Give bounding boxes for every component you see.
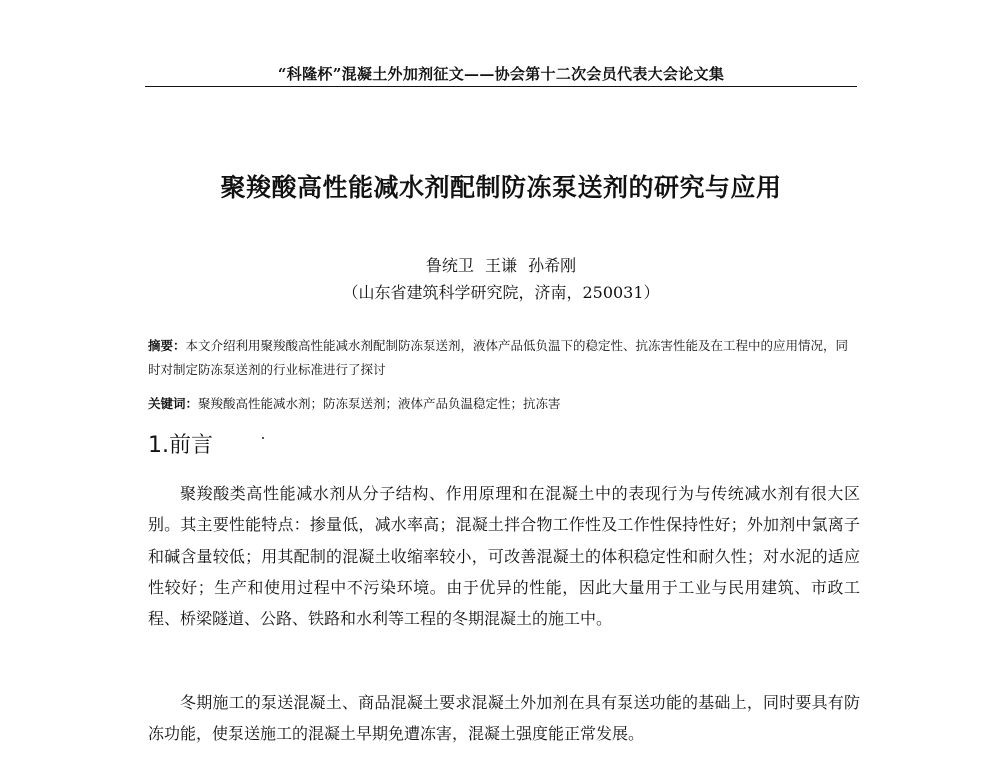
keywords xyxy=(148,394,860,414)
abstract xyxy=(148,334,860,382)
author-name: 孙希刚 xyxy=(528,256,577,275)
header-rule xyxy=(145,86,857,87)
scan-speck xyxy=(262,437,264,439)
affiliation: （山东省建筑科学研究院，济南，250031） xyxy=(342,283,660,302)
keywords-label: 关键词： xyxy=(148,396,199,411)
keywords-text: 聚羧酸高性能减水剂；防冻泵送剂；液体产品负温稳定性；抗冻害 xyxy=(198,396,561,411)
author-name: 鲁统卫 xyxy=(425,256,474,275)
author-name: 王谦 xyxy=(484,256,517,275)
section-heading: 1.前言 xyxy=(148,433,213,458)
paper-title: 聚羧酸高性能减水剂配制防冻泵送剂的研究与应用 xyxy=(220,173,782,202)
body-paragraph: 冬期施工的泵送混凝土、商品混凝土要求混凝土外加剂在具有泵送功能的基础上，同时要具有防冻功能，使泵送施工的混凝土早期免遭冻害，混凝土强度能正常发展。 xyxy=(148,693,860,744)
abstract-label: 摘要： xyxy=(148,338,186,353)
body-paragraph: 聚羧酸类高性能减水剂从分子结构、作用原理和在混凝土中的表现行为与传统减水剂有很大区别。其主要性能特点：掺量低，减水率高；混凝土拌合物工作性及工作性保持性好；外加剂中氯离子和碱含量较低；用其配制的混凝土收缩率较小，可改善混凝土的体积稳定性和耐久性；对水泥的适应性较好；生产和使用过程中不污染环境。由于优异的性能，因此大量用于工业与民用建筑、市政工程、桥梁隧道、公路、铁路和水利等工程的冬期混凝土的施工中。 xyxy=(148,484,860,629)
running-header: “科隆杯”混凝土外加剂征文——协会第十二次会员代表大会论文集 xyxy=(277,65,725,83)
author-list xyxy=(140,253,862,276)
abstract-text: 本文介绍利用聚羧酸高性能减水剂配制防冻泵送剂，液体产品低负温下的稳定性、抗冻害性能及在工程中的应用情况，同时对制定防冻泵送剂的行业标准进行了探讨 xyxy=(148,338,849,377)
